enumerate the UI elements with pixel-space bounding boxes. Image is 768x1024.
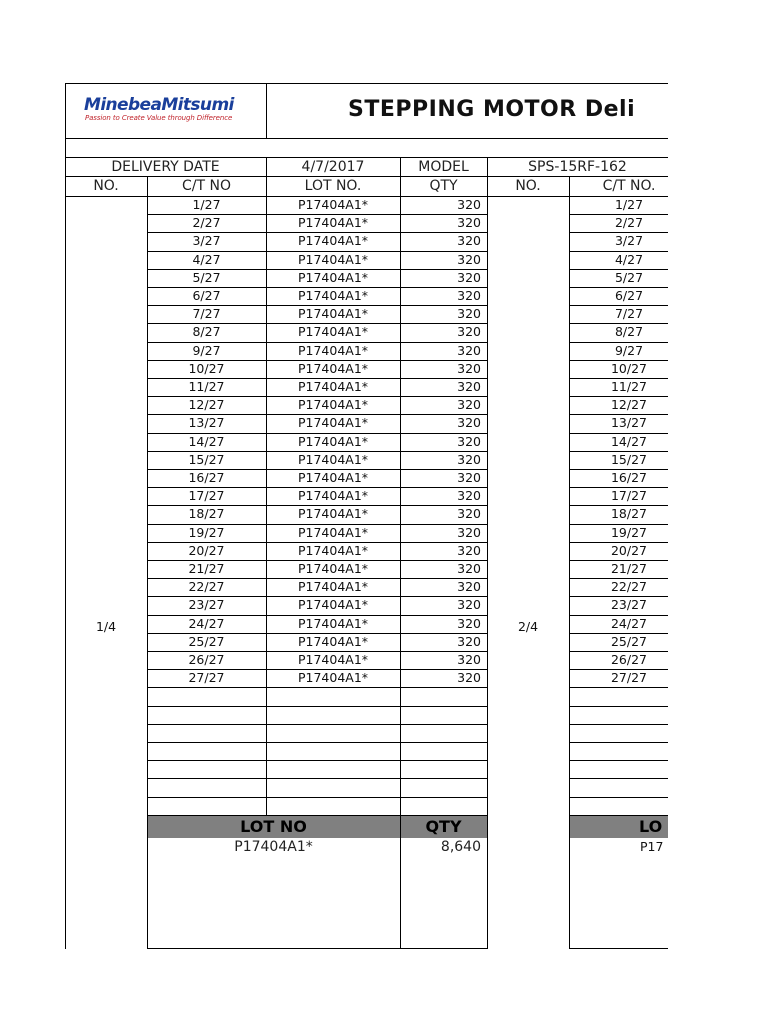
carton-qty: 320 xyxy=(457,525,481,540)
delivery-date-label: DELIVERY DATE xyxy=(111,159,220,175)
grid-line xyxy=(569,948,668,949)
company-tagline: Passion to Create Value through Difference xyxy=(85,114,233,122)
grid-line xyxy=(147,778,487,779)
carton-qty: 320 xyxy=(457,233,481,248)
grid-line xyxy=(266,196,267,816)
carton-ct-no: 7/27 xyxy=(192,306,221,321)
carton-qty: 320 xyxy=(457,397,481,412)
carton-ct-no-right: 19/27 xyxy=(610,525,648,540)
carton-ct-no-right: 7/27 xyxy=(614,306,644,321)
carton-ct-no: 22/27 xyxy=(188,579,225,594)
carton-ct-no-right: 11/27 xyxy=(610,379,648,394)
carton-qty: 320 xyxy=(457,343,481,358)
carton-qty: 320 xyxy=(457,379,481,394)
carton-ct-no: 14/27 xyxy=(188,434,225,449)
delivery-date-value: 4/7/2017 xyxy=(301,159,365,175)
carton-ct-no: 2/27 xyxy=(192,215,221,230)
carton-lot-no: P17404A1* xyxy=(297,525,369,540)
carton-lot-no: P17404A1* xyxy=(297,506,369,521)
carton-ct-no-right: 6/27 xyxy=(614,288,644,303)
carton-ct-no: 15/27 xyxy=(188,452,225,467)
carton-ct-no: 3/27 xyxy=(192,233,221,248)
delivery-sheet xyxy=(65,83,668,949)
carton-ct-no-right: 4/27 xyxy=(614,252,644,267)
carton-lot-no: P17404A1* xyxy=(297,652,369,667)
carton-lot-no: P17404A1* xyxy=(297,252,369,267)
carton-qty: 320 xyxy=(457,288,481,303)
summary-lot-no-right: P17 xyxy=(640,839,664,854)
col-header-ct-no: C/T NO xyxy=(182,178,231,194)
grid-line xyxy=(147,706,487,707)
carton-ct-no-right: 13/27 xyxy=(610,415,648,430)
carton-lot-no: P17404A1* xyxy=(297,197,369,212)
carton-ct-no: 9/27 xyxy=(192,343,221,358)
carton-ct-no-right: 22/27 xyxy=(610,579,648,594)
carton-ct-no: 5/27 xyxy=(192,270,221,285)
grid-line xyxy=(65,83,668,84)
carton-ct-no-right: 27/27 xyxy=(610,670,648,685)
carton-lot-no: P17404A1* xyxy=(297,215,369,230)
carton-ct-no-right: 5/27 xyxy=(614,270,644,285)
grid-line xyxy=(266,83,267,138)
carton-lot-no: P17404A1* xyxy=(297,452,369,467)
carton-ct-no-right: 9/27 xyxy=(614,343,644,358)
col-header-no: NO. xyxy=(93,178,119,194)
carton-ct-no-right: 16/27 xyxy=(610,470,648,485)
carton-lot-no: P17404A1* xyxy=(297,361,369,376)
carton-ct-no: 25/27 xyxy=(188,634,225,649)
grid-line xyxy=(569,706,668,707)
carton-qty: 320 xyxy=(457,434,481,449)
carton-ct-no: 12/27 xyxy=(188,397,225,412)
carton-ct-no: 13/27 xyxy=(188,415,225,430)
carton-ct-no-right: 17/27 xyxy=(610,488,648,503)
grid-line xyxy=(147,797,487,798)
grid-line xyxy=(65,176,668,177)
company-logo: MinebeaMitsumi xyxy=(84,95,234,115)
carton-ct-no-right: 18/27 xyxy=(610,506,648,521)
carton-lot-no: P17404A1* xyxy=(297,579,369,594)
summary-qty: 8,640 xyxy=(440,839,481,855)
carton-ct-no: 18/27 xyxy=(188,506,225,521)
group-label-left: 1/4 xyxy=(95,619,117,634)
carton-ct-no: 21/27 xyxy=(188,561,225,576)
carton-qty: 320 xyxy=(457,197,481,212)
carton-qty: 320 xyxy=(457,579,481,594)
carton-lot-no: P17404A1* xyxy=(297,670,369,685)
carton-ct-no: 1/27 xyxy=(192,197,221,212)
carton-ct-no: 24/27 xyxy=(188,616,225,631)
grid-line xyxy=(147,948,487,949)
carton-qty: 320 xyxy=(457,452,481,467)
carton-qty: 320 xyxy=(457,670,481,685)
carton-ct-no-right: 15/27 xyxy=(610,452,648,467)
carton-lot-no: P17404A1* xyxy=(297,306,369,321)
carton-ct-no-right: 21/27 xyxy=(610,561,648,576)
carton-lot-no: P17404A1* xyxy=(297,324,369,339)
col-header-lot-no: LOT NO. xyxy=(304,178,362,194)
carton-qty: 320 xyxy=(457,470,481,485)
carton-ct-no: 23/27 xyxy=(188,597,225,612)
col-header-qty: QTY xyxy=(429,178,458,194)
carton-ct-no-right: 23/27 xyxy=(610,597,648,612)
carton-lot-no: P17404A1* xyxy=(297,488,369,503)
col-header-ct-no-2: C/T NO. xyxy=(602,178,656,194)
carton-ct-no: 26/27 xyxy=(188,652,225,667)
summary-lot-no-label-right: LO xyxy=(639,817,663,836)
model-label: MODEL xyxy=(418,159,469,175)
carton-ct-no: 19/27 xyxy=(188,525,225,540)
carton-ct-no: 17/27 xyxy=(188,488,225,503)
summary-lot-no-label: LOT NO xyxy=(240,817,307,836)
carton-qty: 320 xyxy=(457,215,481,230)
carton-ct-no: 16/27 xyxy=(188,470,225,485)
grid-line xyxy=(569,760,668,761)
carton-lot-no: P17404A1* xyxy=(297,397,369,412)
carton-ct-no: 10/27 xyxy=(188,361,225,376)
model-value: SPS-15RF-162 xyxy=(528,159,627,175)
carton-ct-no-right: 14/27 xyxy=(610,434,648,449)
carton-lot-no: P17404A1* xyxy=(297,415,369,430)
carton-ct-no: 11/27 xyxy=(188,379,225,394)
carton-qty: 320 xyxy=(457,324,481,339)
summary-qty-label: QTY xyxy=(425,817,462,836)
carton-lot-no: P17404A1* xyxy=(297,597,369,612)
carton-ct-no-right: 10/27 xyxy=(610,361,648,376)
carton-qty: 320 xyxy=(457,652,481,667)
carton-lot-no: P17404A1* xyxy=(297,343,369,358)
carton-ct-no: 27/27 xyxy=(188,670,225,685)
grid-line xyxy=(65,83,66,949)
carton-qty: 320 xyxy=(457,616,481,631)
carton-lot-no: P17404A1* xyxy=(297,561,369,576)
col-header-no-2: NO. xyxy=(515,178,541,194)
grid-line xyxy=(65,138,668,139)
carton-ct-no-right: 12/27 xyxy=(610,397,648,412)
carton-lot-no: P17404A1* xyxy=(297,288,369,303)
grid-line xyxy=(569,778,668,779)
grid-line xyxy=(569,742,668,743)
grid-line xyxy=(147,760,487,761)
carton-qty: 320 xyxy=(457,543,481,558)
grid-line xyxy=(147,687,487,688)
carton-ct-no-right: 2/27 xyxy=(614,215,644,230)
carton-ct-no-right: 20/27 xyxy=(610,543,648,558)
carton-ct-no-right: 1/27 xyxy=(614,197,644,212)
carton-ct-no: 4/27 xyxy=(192,252,221,267)
carton-qty: 320 xyxy=(457,634,481,649)
carton-ct-no-right: 25/27 xyxy=(610,634,648,649)
carton-qty: 320 xyxy=(457,252,481,267)
carton-qty: 320 xyxy=(457,488,481,503)
grid-line xyxy=(147,742,487,743)
carton-lot-no: P17404A1* xyxy=(297,616,369,631)
carton-ct-no-right: 26/27 xyxy=(610,652,648,667)
document-title: STEPPING MOTOR Deli xyxy=(348,97,636,122)
carton-qty: 320 xyxy=(457,306,481,321)
grid-line xyxy=(569,724,668,725)
grid-line xyxy=(569,797,668,798)
carton-ct-no: 20/27 xyxy=(188,543,225,558)
carton-qty: 320 xyxy=(457,597,481,612)
grid-line xyxy=(487,196,488,949)
carton-qty: 320 xyxy=(457,361,481,376)
carton-ct-no: 6/27 xyxy=(192,288,221,303)
carton-lot-no: P17404A1* xyxy=(297,270,369,285)
carton-lot-no: P17404A1* xyxy=(297,470,369,485)
carton-lot-no: P17404A1* xyxy=(297,233,369,248)
carton-lot-no: P17404A1* xyxy=(297,379,369,394)
carton-ct-no-right: 3/27 xyxy=(614,233,644,248)
carton-lot-no: P17404A1* xyxy=(297,434,369,449)
carton-qty: 320 xyxy=(457,270,481,285)
carton-qty: 320 xyxy=(457,415,481,430)
carton-qty: 320 xyxy=(457,506,481,521)
group-label-right: 2/4 xyxy=(517,619,539,634)
grid-line xyxy=(147,724,487,725)
grid-line xyxy=(569,687,668,688)
carton-ct-no: 8/27 xyxy=(192,324,221,339)
carton-ct-no-right: 8/27 xyxy=(614,324,644,339)
carton-lot-no: P17404A1* xyxy=(297,543,369,558)
summary-lot-no: P17404A1* xyxy=(234,839,313,855)
carton-qty: 320 xyxy=(457,561,481,576)
carton-ct-no-right: 24/27 xyxy=(610,616,648,631)
grid-line xyxy=(65,157,668,158)
carton-lot-no: P17404A1* xyxy=(297,634,369,649)
